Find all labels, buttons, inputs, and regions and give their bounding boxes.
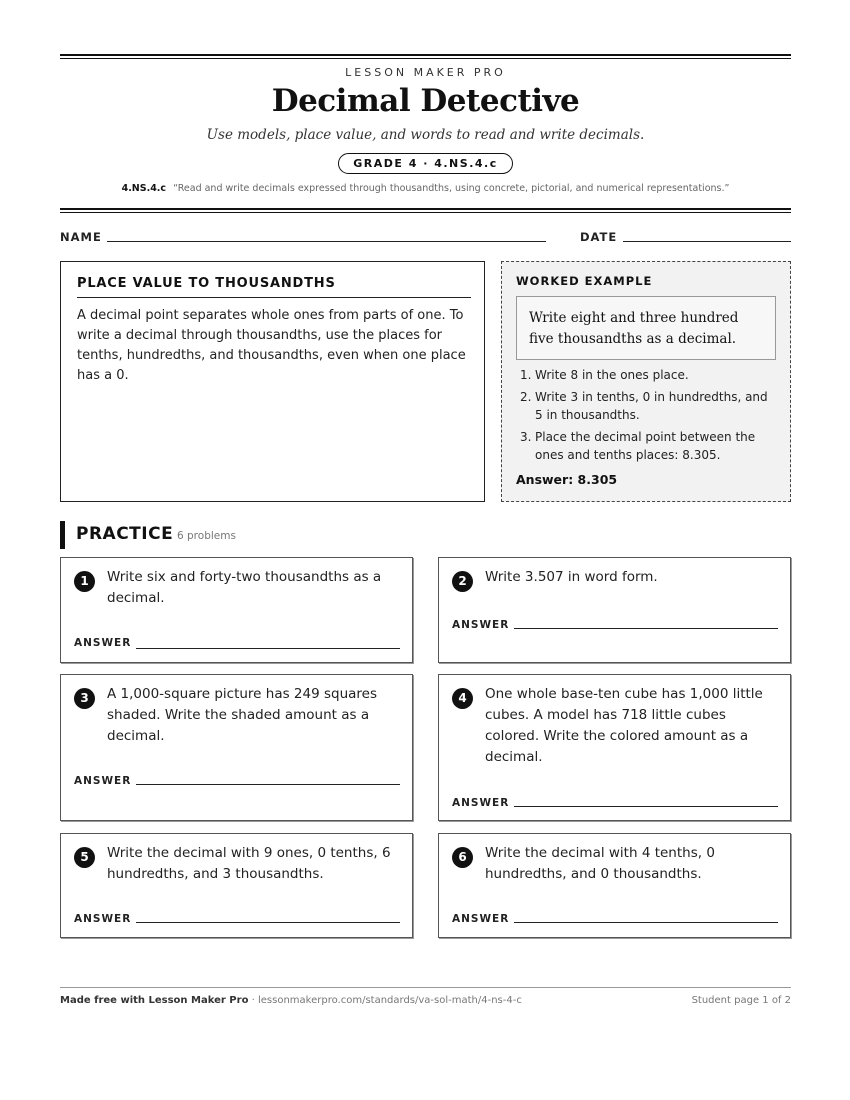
footer-url[interactable]: · lessonmakerpro.com/standards/va-sol-math/4-ns-4-c (251, 995, 522, 1006)
problem-card-1 (60, 557, 413, 663)
standard-text: “Read and write decimals expressed through thousandths, using concrete, pictorial, and numerical representations.” (173, 183, 730, 194)
problem-card-5 (60, 833, 413, 938)
answer-field[interactable] (514, 628, 778, 629)
answer-field[interactable] (136, 922, 400, 923)
grade-badge: GRADE 4 · 4.NS.4.c (338, 153, 512, 174)
worked-example-heading: WORKED EXAMPLE (516, 274, 653, 288)
worked-example-answer: Answer: 8.305 (516, 472, 618, 487)
name-field[interactable] (107, 241, 546, 242)
problem-card-3 (60, 674, 413, 821)
worked-example-step: 2. Write 3 in tenths, 0 in hundredths, and 5 in thousandths. (520, 390, 768, 422)
answer-field[interactable] (514, 806, 778, 807)
problem-text: Write the decimal with 4 tenths, 0 hundredths, and 0 thousandths. (485, 845, 715, 882)
answer-field[interactable] (136, 784, 400, 785)
practice-accent-bar (60, 521, 65, 549)
answer-label: ANSWER (74, 775, 132, 787)
problem-number-badge: 6 (452, 847, 473, 868)
problem-card-2 (438, 557, 791, 663)
concept-box (60, 261, 485, 502)
practice-count: 6 problems (177, 530, 236, 542)
page-title: Decimal Detective (271, 83, 580, 119)
problem-card-4 (438, 674, 791, 821)
concept-heading: PLACE VALUE TO THOUSANDTHS (77, 276, 471, 298)
worked-example-prompt: Write eight and three hundred five thousandths as a decimal. (516, 296, 776, 360)
footer-brand: Made free with Lesson Maker Pro (60, 995, 249, 1006)
date-field[interactable] (623, 241, 791, 242)
worked-example-steps (516, 366, 778, 468)
answer-label: ANSWER (74, 913, 132, 925)
worked-example-step: 3. Place the decimal point between the ones and tenths places: 8.305. (520, 430, 756, 462)
page-subtitle: Use models, place value, and words to read and write decimals. (206, 127, 645, 143)
problem-number-badge: 2 (452, 571, 473, 592)
worked-example-box (501, 261, 791, 502)
answer-label: ANSWER (452, 797, 510, 809)
problem-number-badge: 1 (74, 571, 95, 592)
name-label: NAME (60, 230, 102, 244)
answer-label: ANSWER (452, 619, 510, 631)
problem-card-6 (438, 833, 791, 938)
footer-rule (60, 987, 791, 988)
problem-text: Write 3.507 in word form. (485, 569, 658, 585)
problem-text: One whole base-ten cube has 1,000 little cubes. A model has 718 little cubes colored. Write the colored amount as a decimal. (485, 686, 763, 765)
standard-description (60, 183, 791, 194)
header-top-rule (60, 54, 791, 59)
footer-credit (60, 995, 522, 1006)
header-bottom-rule (60, 208, 791, 213)
footer-page-number: Student page 1 of 2 (691, 995, 791, 1006)
problem-text: Write the decimal with 9 ones, 0 tenths, 6 hundredths, and 3 thousandths. (107, 845, 391, 882)
practice-title: PRACTICE (76, 524, 174, 544)
problem-number-badge: 3 (74, 688, 95, 709)
worksheet-page (60, 0, 791, 1100)
answer-label: ANSWER (452, 913, 510, 925)
problem-number-badge: 5 (74, 847, 95, 868)
answer-field[interactable] (136, 648, 400, 649)
worked-example-step: 1. Write 8 in the ones place. (520, 368, 689, 382)
standard-code: 4.NS.4.c (121, 183, 167, 194)
answer-label: ANSWER (74, 637, 132, 649)
problem-text: Write six and forty-two thousandths as a decimal. (107, 569, 382, 606)
answer-field[interactable] (514, 922, 778, 923)
problem-text: A 1,000-square picture has 249 squares shaded. Write the shaded amount as a decimal. (107, 686, 378, 744)
date-label: DATE (580, 230, 618, 244)
brand-name: LESSON MAKER PRO (345, 66, 506, 79)
concept-text: A decimal point separates whole ones from parts of one. To write a decimal through thousandths, use the places for tenths, hundredths, and thousandths, even when one place has a 0. (77, 308, 466, 383)
problem-number-badge: 4 (452, 688, 473, 709)
